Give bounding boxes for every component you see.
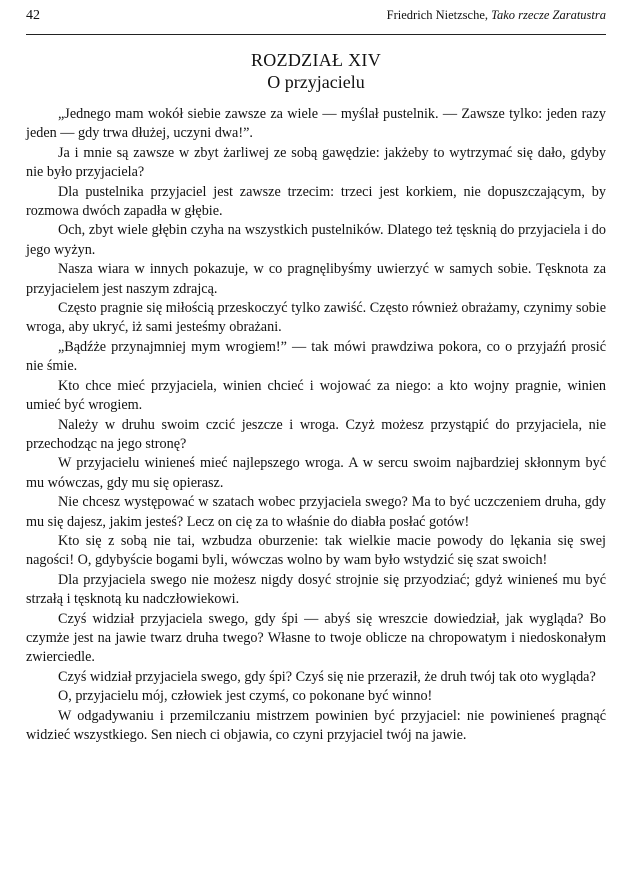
page-number: 42 [26, 8, 40, 23]
chapter-title: O przyjacielu [267, 72, 365, 92]
header-book-title: Tako rzecze Zaratustra [491, 8, 606, 22]
paragraph: Dla przyjaciela swego nie możesz nigdy dosyć strojnie się przyodziać; gdyż winieneś mu być strzałą i tęsknotą ku nadczłowiekowi. [26, 571, 606, 608]
chapter-heading [26, 49, 606, 93]
paragraph: Nasza wiara w innych pokazuje, w co pragnęlibyśmy uwierzyć w samych sobie. Tęsknota za przyjacielem jest naszym zdrajcą. [26, 261, 606, 297]
running-header [26, 8, 606, 30]
paragraph: W przyjacielu winieneś mieć najlepszego wroga. A w sercu swoim najbardziej skłonnym być mu wówczas, gdy mu się opierasz. [26, 455, 606, 491]
paragraph: Och, zbyt wiele głębin czyha na wszystkich pustelników. Dlatego też tęsknią do przyjaciela i do jego wyżyn. [26, 222, 606, 258]
paragraph: Często pragnie się miłością przeskoczyć tylko zawiść. Często również obrażamy, czynimy sobie wroga, aby ukryć, iż sami jesteśmy obrażani. [26, 300, 606, 336]
header-rule [26, 34, 606, 35]
paragraph: Czyś widział przyjaciela swego, gdy śpi — abyś się wreszcie dowiedział, jak wygląda? Bo czymże jest na jawie twarz druha twego? Własne to twoje oblicze na chropowatym i niedoskonałym zwierciedle. [26, 610, 606, 666]
paragraph: „Jednego mam wokół siebie zawsze za wiele — myślał pustelnik. — Zawsze tylko: jeden razy jeden — gdy trwa dłużej, uczyni dwa!”. [26, 106, 606, 142]
paragraph: Kto się z sobą nie tai, wzbudza oburzenie: tak wielkie macie powody do lękania się swej nagości! O, gdybyście bogami byli, wówczas wolno by wam było wstydzić się szat swoich! [26, 532, 606, 569]
paragraph: Kto chce mieć przyjaciela, winien chcieć i wojować za niego: a kto wojny pragnie, winien umieć być wrogiem. [26, 377, 606, 414]
body-text [26, 105, 606, 745]
header-author: Friedrich Nietzsche, [386, 8, 492, 22]
paragraph: Czyś widział przyjaciela swego, gdy śpi? Czyś się nie przeraził, że druh twój tak oto wygląda? [58, 668, 596, 685]
paragraph: „Bądźże przynajmniej mym wrogiem!” — tak mówi prawdziwa pokora, co o przyjaźń prosić nie śmie. [26, 338, 606, 375]
paragraph: Ja i mnie są zawsze w zbyt żarliwej ze sobą gawędzie: jakżeby to wytrzymać się dało, gdyby nie było przyjaciela? [26, 144, 606, 181]
paragraph: Dla pustelnika przyjaciel jest zawsze trzecim: trzeci jest korkiem, nie dopuszczającym, by rozmowa dwóch zapadła w głębie. [26, 183, 606, 220]
paragraph: W odgadywaniu i przemilczaniu mistrzem powinien być przyjaciel: nie powinieneś pragnąć widzieć wszystkiego. Sen niech ci objawia, co czyni przyjaciel twój na jawie. [26, 707, 606, 743]
running-title [387, 8, 606, 23]
paragraph: Nie chcesz występować w szatach wobec przyjaciela swego? Ma to być uczczeniem druha, gdy mu się dajesz, jakim jesteś? Lecz on cię za to właśnie do diabła posłać gotów! [26, 494, 606, 530]
paragraph: O, przyjacielu mój, człowiek jest czymś, co pokonane być winno! [58, 688, 433, 705]
chapter-number: ROZDZIAŁ XIV [250, 50, 382, 70]
paragraph: Należy w druhu swoim czcić jeszcze i wroga. Czyż możesz przystąpić do przyjaciela, nie przechodząc na jego stronę? [26, 416, 606, 452]
